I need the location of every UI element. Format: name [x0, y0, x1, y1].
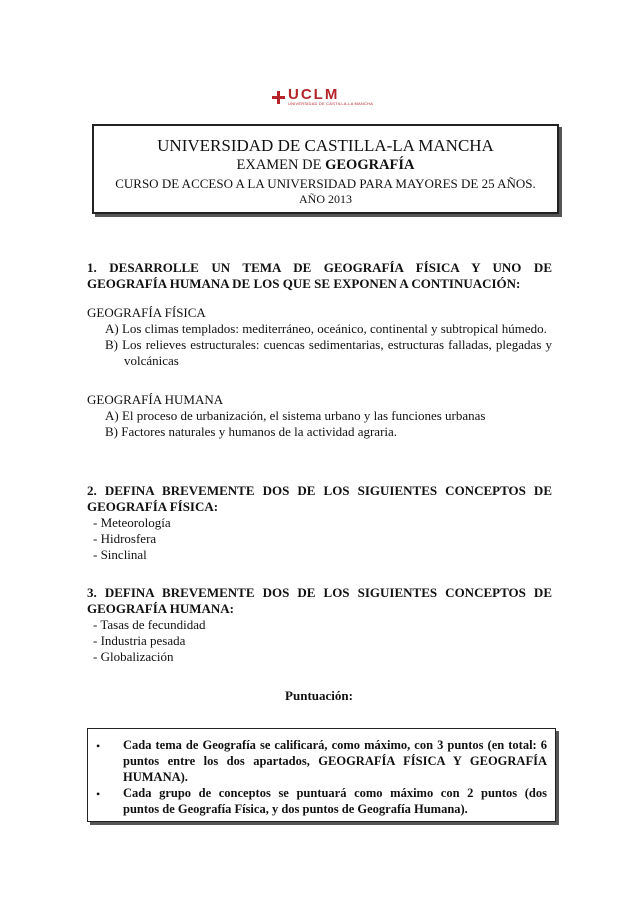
- scoring-bullet2-line2: puntos de Geografía Física, y dos puntos de Geografía Humana).: [123, 802, 468, 816]
- bullet-icon: •: [96, 739, 101, 753]
- fisica-item-b: B) Los relieves estructurales: cuencas sedimentarias, estructuras falladas, plegadas y: [105, 337, 552, 352]
- fisica-item-a: A) Los climas templados: mediterráneo, oceánico, continental y subtropical húmedo.: [105, 321, 547, 336]
- humana-title: GEOGRAFÍA HUMANA: [87, 392, 224, 407]
- scoring-bullet1-line3: HUMANA).: [123, 770, 188, 784]
- scoring-bullet1-line1: Cada tema de Geografía se calificará, como máximo, con 3 puntos (en total: 6: [123, 738, 547, 752]
- q3-heading-line1: 3. DEFINA BREVEMENTE DOS DE LOS SIGUIENTES CONCEPTOS DE: [87, 585, 552, 600]
- q2-item: - Sinclinal: [93, 547, 147, 562]
- uclm-logo: [272, 88, 373, 107]
- exam-header-box: [92, 124, 559, 214]
- q3-item: - Industria pesada: [93, 633, 186, 648]
- q2-heading-line2: GEOGRAFÍA FÍSICA:: [87, 499, 219, 514]
- fisica-title: GEOGRAFÍA FÍSICA: [87, 305, 206, 320]
- scoring-title: Puntuación:: [285, 688, 353, 703]
- exam-prefix: EXAMEN DE: [236, 157, 326, 173]
- year-line: AÑO 2013: [299, 192, 352, 206]
- scoring-bullet1-line2: puntos entre los dos apartados, GEOGRAFÍA FÍSICA Y GEOGRAFÍA: [123, 754, 547, 768]
- cross-icon: [272, 91, 285, 104]
- exam-title: [94, 157, 557, 174]
- fisica-item-b-cont: volcánicas: [124, 353, 179, 368]
- logo-name: UCLM: [288, 86, 340, 103]
- course-line: CURSO DE ACCESO A LA UNIVERSIDAD PARA MAYORES DE 25 AÑOS.: [115, 176, 536, 191]
- q2-item: - Meteorología: [93, 515, 171, 530]
- bullet-icon: •: [96, 787, 101, 801]
- q3-item: - Tasas de fecundidad: [93, 617, 206, 632]
- q3-item: - Globalización: [93, 649, 174, 664]
- q2-item: - Hidrosfera: [93, 531, 157, 546]
- scoring-bullet2-line1: Cada grupo de conceptos se puntuará como máximo con 2 puntos (dos: [123, 786, 547, 800]
- humana-item-b: B) Factores naturales y humanos de la actividad agraria.: [105, 424, 398, 439]
- university-title: UNIVERSIDAD DE CASTILLA-LA MANCHA: [157, 136, 494, 155]
- scoring-box: [87, 728, 556, 822]
- q2-heading-line1: 2. DEFINA BREVEMENTE DOS DE LOS SIGUIENTES CONCEPTOS DE: [87, 483, 552, 498]
- q3-heading-line2: GEOGRAFÍA HUMANA:: [87, 601, 234, 616]
- humana-item-a: A) El proceso de urbanización, el sistema urbano y las funciones urbanas: [105, 408, 486, 423]
- q1-heading-line2: GEOGRAFÍA HUMANA DE LOS QUE SE EXPONEN A CONTINUACIÓN:: [87, 276, 521, 291]
- exam-subject: GEOGRAFÍA: [325, 157, 415, 173]
- logo-subtitle: UNIVERSIDAD DE CASTILLA-LA MANCHA: [288, 101, 374, 106]
- q1-heading-line1: 1. DESARROLLE UN TEMA DE GEOGRAFÍA FÍSICA Y UNO DE: [87, 260, 552, 275]
